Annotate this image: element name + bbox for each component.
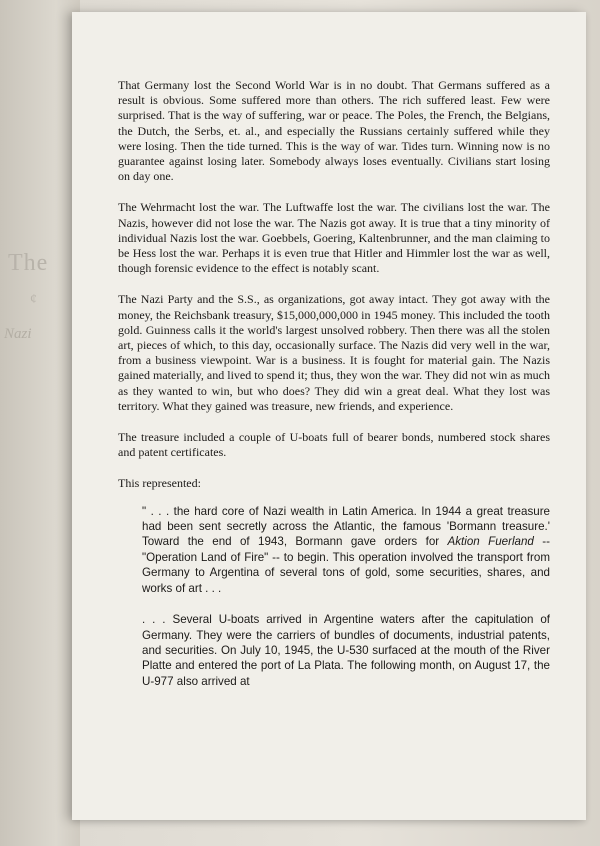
block-quote: [142, 504, 550, 689]
page-body: [118, 78, 550, 705]
quote-emphasis: Aktion Fuerland: [447, 535, 534, 549]
underlying-title-fragment: The: [8, 250, 49, 276]
underlying-mark: ¢: [30, 292, 37, 307]
quote-text-1a: " . . . the hard core of Nazi wealth in Latin America. In 1944 a great treasure had been sent secretly across the Atlantic, the famous 'Bormann treasure.' Toward the end of 1943, Bormann gave orders for: [142, 504, 550, 549]
paragraph-1: That Germany lost the Second World War is in no doubt. That Germans suffered as a result is obvious. Some suffered more than others. The rich suffered least. Few were surprised. That is the way of suffering, war or peace. The Poles, the French, the Belgians, the Dutch, the Serbs, et. al., and especially the Russians certainly suffered while they were losing. Then the tide turned. This is the way of war. Tides turn. Winning now is no guarantee against losing later. Somebody always loses eventually. Civilians start losing on day one.: [118, 78, 550, 184]
paragraph-2: The Wehrmacht lost the war. The Luftwaffe lost the war. The civilians lost the war. The Nazis, however did not lose the war. The Nazis got away. It is true that a tiny minority of individual Nazis lost the war. Goebbels, Goering, Kaltenbrunner, and the man claiming to be Hess lost the war. Perhaps it is even true that Hitler and Himmler lost the war as well, though forensic evidence to the effect is notably scant.: [118, 200, 550, 276]
document-page: [72, 12, 586, 820]
quote-paragraph-2: . . . Several U-boats arrived in Argentine waters after the capitulation of Germany. They were the carriers of bundles of documents, industrial patents, and securities. On July 10, 1945, the U-530 surfaced at the mouth of the River Platte and entered the port of La Plata. The following month, on August 17, the U-977 also arrived at: [142, 613, 550, 688]
paragraph-3: The Nazi Party and the S.S., as organizations, got away intact. They got away with the money, the Reichsbank treasury, $15,000,000,000 in 1945 money. This included the tooth gold. Guinness calls it the world's largest unsolved robbery. Then there was all the stolen art, pieces of which, to this day, occasionally surface. The Nazis did very well in the war, from a business viewpoint. War is a business. It is fought for material gain. The Nazis gained materially, and lived to spend it; thus, they won the war. They did not win as much as they wanted to win, but who does? They did win a great deal. What they lost was territory. What they gained was treasure, new friends, and experience.: [118, 292, 550, 413]
underlying-subtitle-fragment: Nazi: [4, 326, 32, 342]
underlying-page: [0, 0, 80, 846]
quote-paragraph-1: [142, 504, 550, 596]
paragraph-4: The treasure included a couple of U-boats full of bearer bonds, numbered stock shares and patent certificates.: [118, 430, 550, 460]
quote-intro: This represented:: [118, 476, 201, 491]
quote-text-1b: -- "Operation Land of Fire" -- to begin. This operation involved the transport from Germany to Argentina of several tons of gold, some securities, shares, and works of art . . .: [142, 535, 550, 595]
